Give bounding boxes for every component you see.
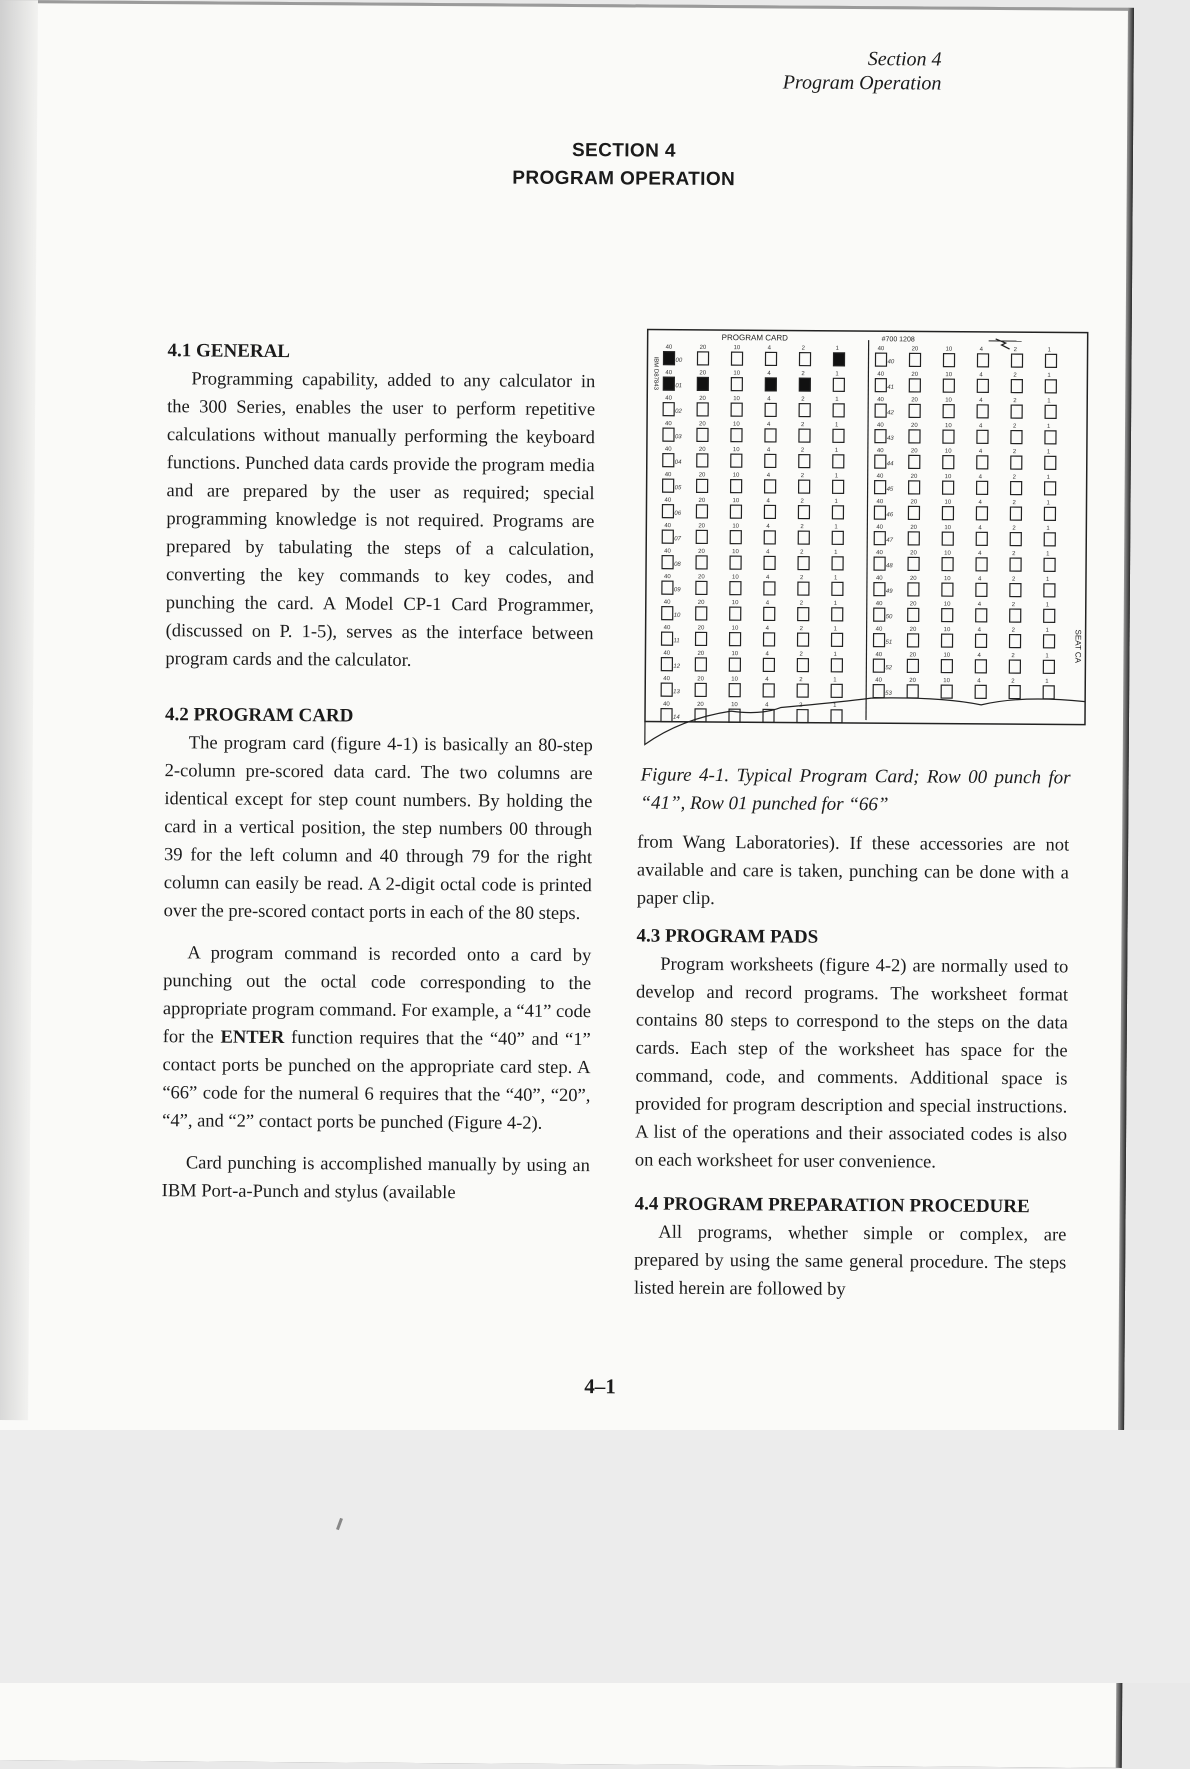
port-label: 40: [665, 498, 672, 504]
port-label: 4: [765, 677, 769, 683]
port-label: 4: [765, 702, 769, 708]
step-number: 07: [674, 536, 681, 542]
port-label: 1: [833, 652, 837, 658]
port-label: 4: [978, 500, 982, 506]
port-label: 1: [1047, 449, 1051, 455]
port-label: 40: [663, 702, 670, 708]
port-label: 10: [733, 473, 740, 479]
step-number: 13: [673, 689, 680, 695]
port-label: 2: [800, 575, 804, 581]
punched-port: [697, 377, 708, 390]
port-label: 2: [799, 677, 803, 683]
port-label: 40: [665, 396, 672, 402]
port-label: 20: [910, 525, 917, 531]
port-label: 2: [801, 422, 805, 428]
step-number: 45: [887, 487, 894, 493]
port-label: 40: [665, 447, 672, 453]
port-label: 40: [876, 601, 883, 607]
port-label: 1: [1048, 347, 1052, 353]
port-label: 1: [1047, 475, 1051, 481]
port-label: 10: [732, 549, 739, 555]
port-label: 4: [767, 371, 771, 377]
port-label: 1: [834, 626, 838, 632]
step-number: 51: [886, 640, 893, 646]
port-label: 10: [733, 422, 740, 428]
port-label: 4: [978, 602, 982, 608]
binding-shadow: [0, 0, 38, 1420]
port-label: 20: [909, 652, 916, 658]
step-number: 10: [674, 613, 681, 619]
step-number: 43: [887, 436, 894, 442]
port-label: 10: [946, 347, 953, 353]
step-number: 08: [674, 562, 681, 568]
port-label: 10: [733, 371, 740, 377]
port-label: 2: [1012, 577, 1016, 583]
step-number: 11: [674, 638, 680, 644]
port-label: 20: [698, 549, 705, 555]
step-number: 50: [886, 614, 893, 620]
port-label: 2: [801, 473, 805, 479]
port-label: 4: [765, 651, 769, 657]
step-number: 02: [675, 409, 682, 415]
step-number: 48: [886, 563, 893, 569]
port-label: 20: [699, 370, 706, 376]
port-label: 1: [835, 371, 839, 377]
port-label: 10: [732, 626, 739, 632]
port-label: 1: [834, 601, 838, 607]
port-label: 20: [912, 346, 919, 352]
step-number: 06: [674, 511, 681, 517]
port-label: 2: [1013, 398, 1017, 404]
section-subtitle: PROGRAM OPERATION: [0, 164, 1190, 195]
punched-port: [799, 378, 810, 391]
step-number: 01: [675, 383, 682, 389]
port-label: 1: [834, 499, 838, 505]
heading-4-1: 4.1 GENERAL: [167, 337, 595, 368]
step-number: 04: [675, 460, 682, 466]
figure-caption: Figure 4-1. Typical Program Card; Row 00 punch for “41”, Row 01 punched for “66”: [640, 761, 1070, 820]
port-label: 4: [978, 551, 982, 557]
port-label: 1: [1046, 628, 1050, 634]
paragraph-continued: from Wang Laboratories). If these accessories are not available and care is taken, punching can be done with a paper clip.: [637, 828, 1070, 915]
port-label: 20: [699, 447, 706, 453]
port-label: 2: [800, 626, 804, 632]
port-label: 4: [766, 600, 770, 606]
port-label: 20: [698, 600, 705, 606]
port-label: 10: [732, 524, 739, 530]
port-label: 1: [833, 703, 837, 709]
port-label: 20: [697, 676, 704, 682]
port-label: 2: [799, 652, 803, 658]
port-label: 20: [697, 702, 704, 708]
enter-keyword: ENTER: [220, 1028, 284, 1048]
port-label: 20: [697, 651, 704, 657]
paragraph-card-3: Card punching is accomplished manually by using an IBM Port-a-Punch and stylus (available: [162, 1149, 590, 1208]
port-label: 40: [877, 423, 884, 429]
step-number: 00: [675, 358, 682, 364]
port-label: 40: [877, 372, 884, 378]
port-label: 4: [979, 449, 983, 455]
left-column: [162, 337, 596, 1208]
program-card-figure: [641, 327, 1090, 750]
port-label: 1: [1046, 526, 1050, 532]
port-label: 2: [801, 397, 805, 403]
port-label: 40: [666, 345, 673, 351]
port-label: 4: [766, 575, 770, 581]
port-label: 10: [944, 525, 951, 531]
port-label: 40: [876, 525, 883, 531]
port-label: 1: [1045, 679, 1049, 685]
port-label: 40: [665, 421, 672, 427]
port-label: 10: [731, 702, 738, 708]
step-number: 09: [674, 587, 681, 593]
step-number: 41: [887, 385, 894, 391]
port-label: 1: [834, 524, 838, 530]
heading-4-3: 4.3 PROGRAM PADS: [636, 922, 1068, 953]
card-number: #700 1208: [882, 336, 915, 343]
port-label: 1: [833, 677, 837, 683]
port-label: 2: [1013, 449, 1017, 455]
port-label: 20: [911, 372, 918, 378]
port-label: 10: [945, 398, 952, 404]
paragraph-procedure: All programs, whether simple or complex, are prepared by using the same general procedure. The steps listed herein are followed by: [634, 1218, 1067, 1305]
port-label: 40: [663, 676, 670, 682]
port-label: 2: [1012, 551, 1016, 557]
port-label: 40: [664, 625, 671, 631]
port-label: 1: [835, 397, 839, 403]
port-label: 4: [766, 626, 770, 632]
port-label: 20: [910, 627, 917, 633]
port-label: 10: [945, 449, 952, 455]
port-label: 10: [732, 575, 739, 581]
port-label: 20: [911, 423, 918, 429]
port-label: 40: [876, 499, 883, 505]
card-side-left: IBM D87843: [652, 357, 658, 391]
port-label: 20: [698, 523, 705, 529]
port-label: 2: [800, 524, 804, 530]
port-label: 20: [698, 574, 705, 580]
port-label: 40: [665, 472, 672, 478]
punched-port: [765, 378, 776, 391]
step-number: 52: [885, 665, 892, 671]
port-label: 20: [910, 576, 917, 582]
port-label: 1: [1047, 424, 1051, 430]
port-label: 10: [733, 396, 740, 402]
port-label: 20: [699, 396, 706, 402]
step-number: 05: [675, 485, 682, 491]
port-label: 4: [766, 498, 770, 504]
port-label: 20: [911, 474, 918, 480]
port-label: 4: [979, 372, 983, 378]
port-label: 4: [766, 524, 770, 530]
port-label: 2: [1011, 653, 1015, 659]
right-column: [634, 828, 1069, 1305]
step-number: 12: [673, 664, 680, 670]
port-label: 2: [1013, 373, 1017, 379]
port-label: 4: [978, 627, 982, 633]
port-label: 2: [800, 550, 804, 556]
port-label: 40: [875, 678, 882, 684]
step-number: 42: [887, 410, 894, 416]
port-label: 10: [734, 345, 741, 351]
port-label: 2: [1013, 424, 1017, 430]
port-label: 4: [978, 525, 982, 531]
paragraph-pads: Program worksheets (figure 4-2) are normally used to develop and record programs. The worksheet format contains 80 steps to correspond to the steps on the data cards. Each step of the worksheet has space for the command, code, and comments. Additional space is provided for program description and special instructions. A list of the operations and their associated codes is also on each worksheet for user convenience.: [635, 950, 1069, 1177]
page-number: 4–1: [584, 1374, 616, 1399]
punched-port: [833, 353, 844, 366]
port-label: 40: [664, 574, 671, 580]
port-label: 10: [944, 576, 951, 582]
port-label: 2: [800, 601, 804, 607]
port-label: 2: [1012, 628, 1016, 634]
port-label: 20: [699, 421, 706, 427]
port-label: 20: [909, 678, 916, 684]
port-label: 4: [977, 653, 981, 659]
port-label: 20: [698, 625, 705, 631]
paragraph-card-2: A program command is recorded onto a card by punching out the octal code corresponding to the appropriate program command. For example, a “41” code for the ENTER function requires that the “40” and “1” contact ports be punched on the appropriate card step. A “66” code for the numeral 6 requires that the “40”, “20”, “4”, and “2” contact ports be punched (Figure 4-2).: [162, 939, 591, 1138]
port-label: 4: [978, 576, 982, 582]
port-label: 20: [911, 397, 918, 403]
port-label: 1: [1046, 602, 1050, 608]
port-label: 10: [733, 447, 740, 453]
port-label: 40: [877, 474, 884, 480]
port-label: 20: [700, 345, 707, 351]
step-number: 53: [885, 691, 892, 697]
port-label: 40: [876, 576, 883, 582]
step-number: 14: [673, 715, 680, 721]
heading-4-2: 4.2 PROGRAM CARD: [165, 701, 593, 732]
port-label: 40: [877, 448, 884, 454]
port-label: 2: [801, 448, 805, 454]
paragraph-card-1: The program card (figure 4-1) is basically an 80-step 2-column pre-scored data card. The two columns are identical except for step count numbers. By holding the card in a vertical position, the step numbers 00 through 39 for the left column and 40 through 79 for the right column can easily be read. A 2-digit octal code is printed over the pre-scored contact ports in each of the 80 steps.: [164, 729, 593, 928]
heading-4-4: 4.4 PROGRAM PREPARATION PROCEDURE: [635, 1190, 1067, 1221]
port-label: 1: [834, 550, 838, 556]
punched-port: [663, 377, 674, 390]
port-label: 40: [877, 397, 884, 403]
section-title: SECTION 4: [0, 136, 1190, 167]
port-label: 4: [768, 345, 772, 351]
port-label: 2: [1012, 526, 1016, 532]
port-label: 40: [875, 652, 882, 658]
step-number: 44: [887, 461, 894, 467]
port-label: 2: [801, 371, 805, 377]
port-label: 20: [910, 550, 917, 556]
port-label: 10: [944, 627, 951, 633]
port-label: 4: [767, 422, 771, 428]
scan-background: [0, 1430, 1190, 1683]
port-label: 2: [800, 499, 804, 505]
port-label: 10: [945, 372, 952, 378]
port-label: 1: [834, 575, 838, 581]
card-side-right: SEAT CA: [1073, 630, 1082, 664]
card-header: PROGRAM CARD: [722, 333, 789, 342]
paragraph-general: Programming capability, added to any calculator in the 300 Series, enables the user to perform repetitive calculations without manually performing the keyboard functions. Punched data cards provide the program media and are prepared by the user as required; special programming knowledge is not required. Programs are prepared by tabulating the steps of a calculation, converting the key commands to key codes, and punching the card. A Model CP-1 Card Programmer, (discussed on P. 1-5), serves as the interface between program cards and the calculator.: [165, 365, 595, 676]
port-label: 2: [799, 703, 803, 709]
port-label: 1: [1047, 373, 1051, 379]
port-label: 40: [665, 370, 672, 376]
port-label: 1: [1045, 653, 1049, 659]
port-label: 20: [911, 448, 918, 454]
port-label: 4: [980, 347, 984, 353]
port-label: 2: [1012, 500, 1016, 506]
port-label: 10: [945, 474, 952, 480]
port-label: 2: [1014, 347, 1018, 353]
port-label: 20: [910, 499, 917, 505]
port-label: 4: [767, 396, 771, 402]
port-label: 10: [945, 423, 952, 429]
port-label: 4: [977, 678, 981, 684]
page-top-edge: [0, 0, 1132, 11]
port-label: 40: [664, 523, 671, 529]
port-label: 10: [944, 551, 951, 557]
port-label: 2: [1013, 475, 1017, 481]
port-label: 40: [664, 600, 671, 606]
port-label: 10: [943, 653, 950, 659]
port-label: 40: [876, 550, 883, 556]
step-number: 47: [886, 538, 893, 544]
step-number: 03: [675, 434, 682, 440]
port-label: 20: [699, 472, 706, 478]
port-label: 40: [663, 651, 670, 657]
port-label: 20: [698, 498, 705, 504]
port-label: 4: [766, 549, 770, 555]
running-header-subtitle: Program Operation: [783, 71, 942, 95]
port-label: 10: [944, 500, 951, 506]
port-label: 1: [835, 473, 839, 479]
port-label: 40: [876, 627, 883, 633]
step-number: 46: [886, 512, 893, 518]
port-label: 1: [835, 448, 839, 454]
port-label: 1: [1047, 398, 1051, 404]
step-number: 40: [887, 359, 894, 365]
port-label: 4: [979, 398, 983, 404]
port-label: 10: [732, 600, 739, 606]
punched-port: [663, 352, 674, 365]
port-label: 4: [767, 473, 771, 479]
port-label: 2: [1011, 679, 1015, 685]
port-label: 4: [979, 423, 983, 429]
step-number: 49: [886, 589, 893, 595]
port-label: 1: [835, 422, 839, 428]
port-label: 2: [1012, 602, 1016, 608]
port-label: 10: [731, 677, 738, 683]
port-label: 40: [664, 549, 671, 555]
port-label: 10: [944, 602, 951, 608]
port-label: 1: [1046, 577, 1050, 583]
port-label: 2: [802, 346, 806, 352]
port-label: 4: [767, 447, 771, 453]
port-label: 20: [910, 601, 917, 607]
port-label: 10: [943, 678, 950, 684]
port-label: 1: [836, 346, 840, 352]
port-label: 4: [979, 474, 983, 480]
port-label: 1: [1046, 500, 1050, 506]
port-label: 10: [731, 651, 738, 657]
running-header-section: Section 4: [868, 48, 942, 72]
port-label: 1: [1046, 551, 1050, 557]
port-label: 10: [732, 498, 739, 504]
port-label: 40: [878, 346, 885, 352]
